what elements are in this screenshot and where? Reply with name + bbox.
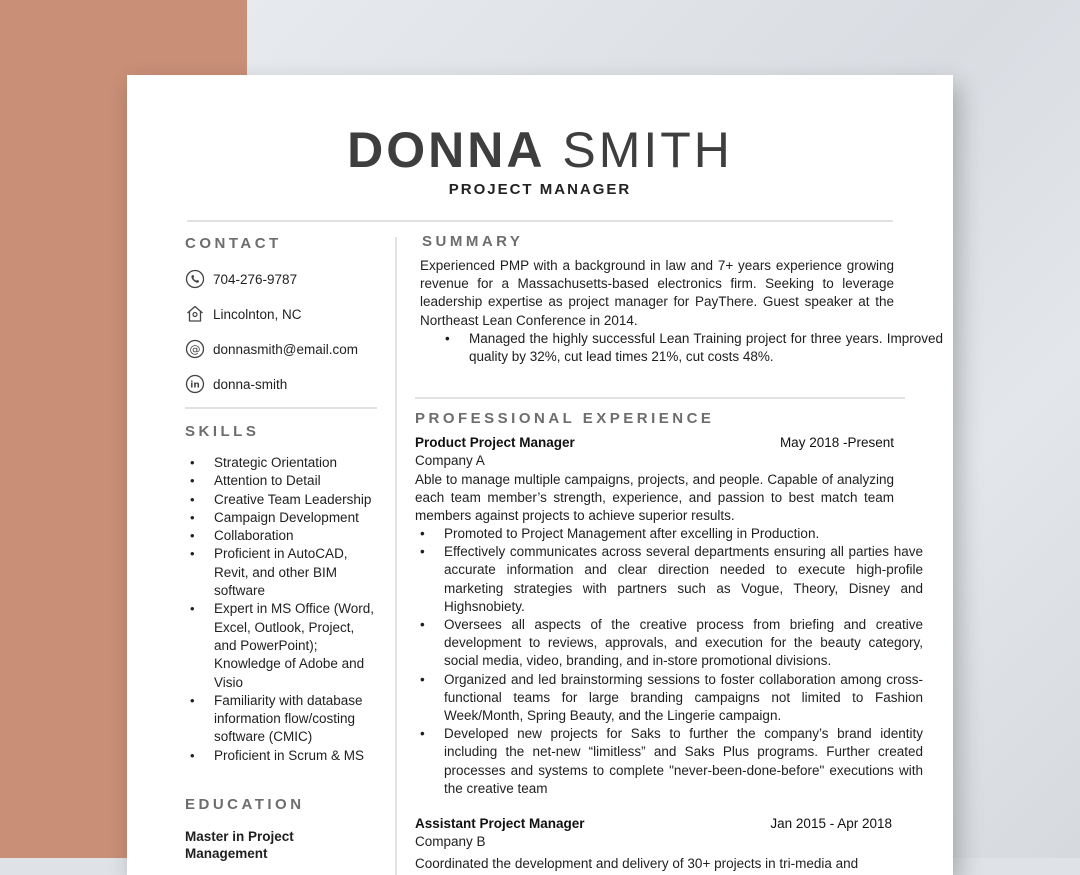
- experience-heading: PROFESSIONAL EXPERIENCE: [415, 410, 715, 427]
- list-item: • Managed the highly successful Lean Training project for three years. Improved quality by 32%, cut lead times 21%, cut costs 48%.: [469, 330, 943, 366]
- summary-bullets: [420, 330, 943, 366]
- last-name: SMITH: [562, 122, 733, 178]
- email-text[interactable]: donnasmith@email.com: [213, 341, 359, 357]
- summary-heading: SUMMARY: [422, 233, 524, 250]
- job-title: Assistant Project Manager: [415, 816, 585, 831]
- contact-heading: CONTACT: [185, 235, 282, 252]
- list-item: • Strategic Orientation: [214, 454, 414, 472]
- education-degree: Master in Project Management: [185, 829, 294, 861]
- skills-list: [185, 454, 414, 765]
- list-item: • Developed new projects for Saks to further the company’s brand identity including the net-new “limitless” and Saks Plus programs. Further created processes and systems to complete "never-been-done-before" executions with the creative team: [444, 725, 923, 798]
- job-description-partial: Coordinated the development and delivery of 30+ projects in tri-media and: [415, 856, 859, 871]
- svg-text:in: in: [190, 380, 200, 391]
- contact-phone: [185, 267, 297, 291]
- header-divider: [187, 220, 893, 222]
- list-item: • Organized and led brainstorming sessions to foster collaboration among cross-functional teams for large branding campaigns not limited to Fashion Week/Month, Spring Beauty, and the Lingerie campaign.: [444, 671, 923, 726]
- summary-text: Experienced PMP with a background in law and 7+ years experience growing revenue for a Massachusetts-based electronics firm. Seeking to leverage leadership expertise as project manager for PayThere. Guest speaker at the Northeast Lean Conference in 2014.: [420, 258, 894, 328]
- summary-divider: [415, 397, 905, 399]
- phone-text: 704-276-9787: [213, 271, 298, 287]
- contact-linkedin: [185, 372, 287, 396]
- list-item: • Proficient in Scrum & MS: [214, 747, 414, 765]
- list-item: • Creative Team Leadership: [214, 491, 414, 509]
- resume-page: [127, 75, 953, 875]
- list-item: • Proficient in AutoCAD, Revit, and other BIM software: [214, 545, 354, 600]
- list-item: • Familiarity with database information flow/costing software (CMIC): [214, 692, 374, 747]
- resume-name: [127, 120, 953, 180]
- email-at-icon: [185, 339, 205, 359]
- job-role: PROJECT MANAGER: [448, 181, 632, 198]
- linkedin-icon: [185, 374, 205, 394]
- location-text: Lincolnton, NC: [213, 306, 302, 322]
- job-company: Company B: [415, 834, 486, 849]
- job-dates: Jan 2015 - Apr 2018: [770, 816, 892, 831]
- contact-location: [185, 302, 302, 326]
- job-title: Product Project Manager: [415, 435, 575, 450]
- linkedin-text[interactable]: donna-smith: [213, 376, 288, 392]
- phone-icon: [185, 269, 205, 289]
- job-company: Company A: [415, 453, 485, 468]
- contact-divider: [185, 407, 377, 409]
- list-item: • Collaboration: [214, 527, 414, 545]
- job-dates: May 2018 -Present: [779, 435, 894, 450]
- education-heading: EDUCATION: [185, 796, 305, 813]
- job-bullets: [415, 525, 923, 798]
- contact-email: [185, 337, 358, 361]
- home-location-icon: [185, 304, 205, 324]
- list-item: • Campaign Development: [214, 509, 414, 527]
- job-description: Able to manage multiple campaigns, projects, and people. Capable of analyzing each team member’s strength, experience, and passion to best match team members against projects to achieve superior results.: [415, 472, 894, 524]
- list-item: • Effectively communicates across several departments ensuring all parties have accurate information and clear direction needed to execute high-profile marketing strategies with partners such as Vogue, Theory, Disney and Highsnobiety.: [444, 543, 923, 616]
- svg-text:@: @: [189, 343, 201, 356]
- skills-heading: SKILLS: [185, 423, 260, 440]
- list-item: • Oversees all aspects of the creative process from briefing and creative development to reviews, approvals, and execution for the beauty category, social media, video, branding, and in-store promotional divisions.: [444, 616, 923, 671]
- list-item: • Expert in MS Office (Word, Excel, Outlook, Project, and PowerPoint); Knowledge of Adobe and Visio: [214, 600, 378, 691]
- list-item: • Attention to Detail: [214, 472, 414, 490]
- list-item: • Promoted to Project Management after excelling in Production.: [444, 525, 923, 543]
- first-name: DONNA: [347, 122, 546, 178]
